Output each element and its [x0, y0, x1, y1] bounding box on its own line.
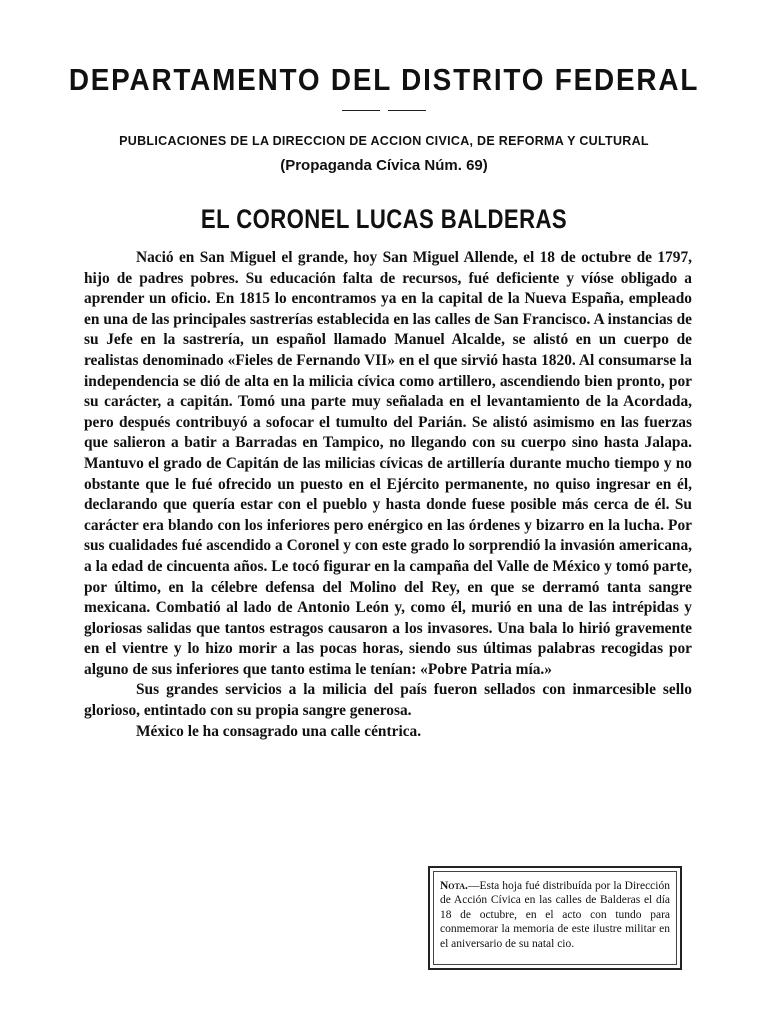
- paragraph-biography: Nació en San Miguel el grande, hoy San Miguel Allende, el 18 de octubre de 1797, hijo de padres pobres. Su educación falta de recursos, fué deficiente y víóse obligado a aprender un oficio. En 1815 lo encontramos ya en la capital de la Nueva España, empleado en una de las principales sastrerías establecida en las calles de San Francisco. A instancias de su Jefe en la sastrería, un español llamado Manuel Alcalde, se alistó en un cuerpo de realistas denominado «Fieles de Fernando VII» en el que sirvió hasta 1820. Al consumarse la independencia se dió de alta en la milicia cívica como artillero, ascendiendo bien pronto, por su carácter, a capitán. Tomó una parte muy señalada en el levantamiento de la Acordada, pero después contribuyó a sofocar el tumulto del Parián. Se alistó asimismo en las fuerzas que salieron a batir a Barradas en Tampico, no llegando con su cuerpo sino hasta Jalapa. Mantuvo el grado de Capitán de las milicias cívicas de artillería durante mucho tiempo y no obstante que le fué ofrecido un puesto en el Ejército permanente, no quiso ingresar en él, declarando que quería estar con el pueblo y hasta donde fuese posible más cerca de él. Su carácter era blando con los inferiores pero enérgico en las órdenes y bizarro en la lucha. Por sus cualidades fué ascendido a Coronel y con este grado lo sorprendió la invasión americana, a la edad de cincuenta años. Le tocó figurar en la campaña del Valle de México y tomó parte, por último, en la célebre defensa del Molino del Rey, en que se derramó tanta sangre mexicana. Combatió al lado de Antonio León y, como él, murió en una de las intrépidas y gloriosas salidas que tantos estragos causaron a los invasores. Una bala lo hirió gravemente en el vientre y lo hizo morir a las pocas horas, siendo sus últimas palabras recogidas por alguno de sus inferiores que tanto estima le tenían: «Pobre Patria mía.»: [84, 249, 692, 678]
- note-body: —Esta hoja fué distribuída por la Dirección de Acción Cívica en las calles de Balderas el día 18 de octubre, en el acto con tundo para conmemorar la memoria de este ilustre militar en el aniversario de su natal cio.: [440, 880, 670, 950]
- note-label: Nota.: [440, 880, 468, 892]
- department-heading: DEPARTAMENTO DEL DISTRITO FEDERAL: [68, 62, 700, 97]
- paragraph-services: Sus grandes servicios a la milicia del país fueron sellados con inmarcesible sello glorioso, entintado con su propia sangre generosa.: [84, 681, 692, 720]
- header-divider-gap: [380, 108, 388, 113]
- series-number: (Propaganda Cívica Núm. 69): [280, 157, 488, 174]
- note-box: [428, 866, 682, 970]
- publication-subtitle: PUBLICACIONES DE LA DIRECCION DE ACCION CIVICA, DE REFORMA Y CULTURAL: [119, 134, 649, 148]
- article-title: EL CORONEL LUCAS BALDERAS: [200, 204, 568, 234]
- paragraph-street: México le ha consagrado una calle céntrica.: [136, 722, 422, 740]
- note-text: [440, 879, 670, 951]
- article-body: [84, 248, 692, 742]
